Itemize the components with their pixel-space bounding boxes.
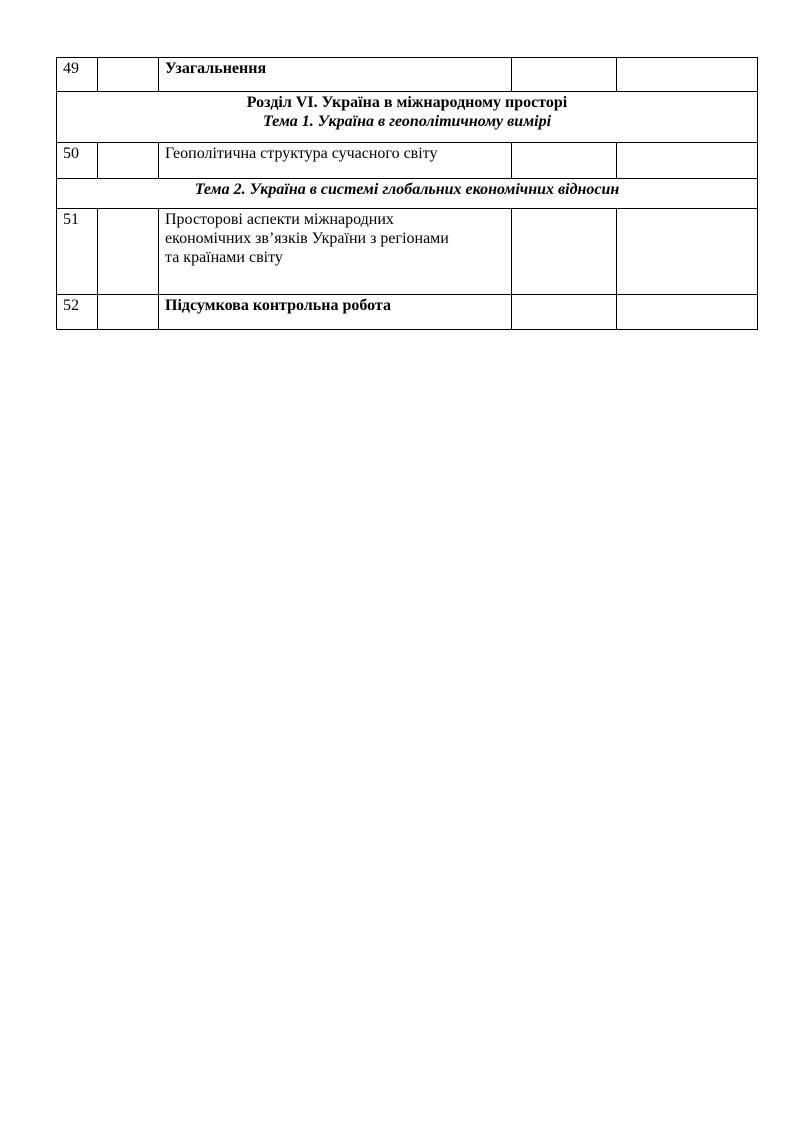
date-cell: [98, 58, 159, 92]
table-row-51: [57, 209, 758, 295]
empty-cell: [617, 295, 758, 330]
empty-cell: [617, 58, 758, 92]
topic-line: Просторові аспекти міжнародних: [165, 211, 394, 228]
empty-cell: [512, 209, 617, 295]
empty-cell: [512, 58, 617, 92]
section-title: Розділ VI. Україна в міжнародному просторі: [246, 94, 568, 111]
lesson-topic: Підсумкова контрольна робота: [159, 295, 512, 330]
lesson-number: 52: [57, 295, 98, 330]
topic-line: та країнами світу: [165, 249, 283, 266]
theme-header-row: [57, 179, 758, 209]
empty-cell: [617, 143, 758, 179]
lesson-topic: Геополітична структура сучасного світу: [159, 143, 512, 179]
lesson-plan-table: [56, 57, 758, 330]
theme-title: Тема 1. Україна в геополітичному вимірі: [262, 113, 552, 130]
lesson-topic: [159, 209, 512, 295]
section-header-row: [57, 92, 758, 143]
lesson-number: 49: [57, 58, 98, 92]
table-row-50: [57, 143, 758, 179]
lesson-number: 50: [57, 143, 98, 179]
table-row-52: [57, 295, 758, 330]
table-row-49: [57, 58, 758, 92]
empty-cell: [512, 295, 617, 330]
empty-cell: [512, 143, 617, 179]
theme-title: Тема 2. Україна в системі глобальних економічних відносин: [57, 179, 758, 209]
date-cell: [98, 143, 159, 179]
empty-cell: [617, 209, 758, 295]
lesson-topic: Узагальнення: [159, 58, 512, 92]
date-cell: [98, 295, 159, 330]
date-cell: [98, 209, 159, 295]
section-header-cell: [57, 92, 758, 143]
lesson-number: 51: [57, 209, 98, 295]
topic-line: економічних зв’язків України з регіонами: [165, 230, 449, 247]
